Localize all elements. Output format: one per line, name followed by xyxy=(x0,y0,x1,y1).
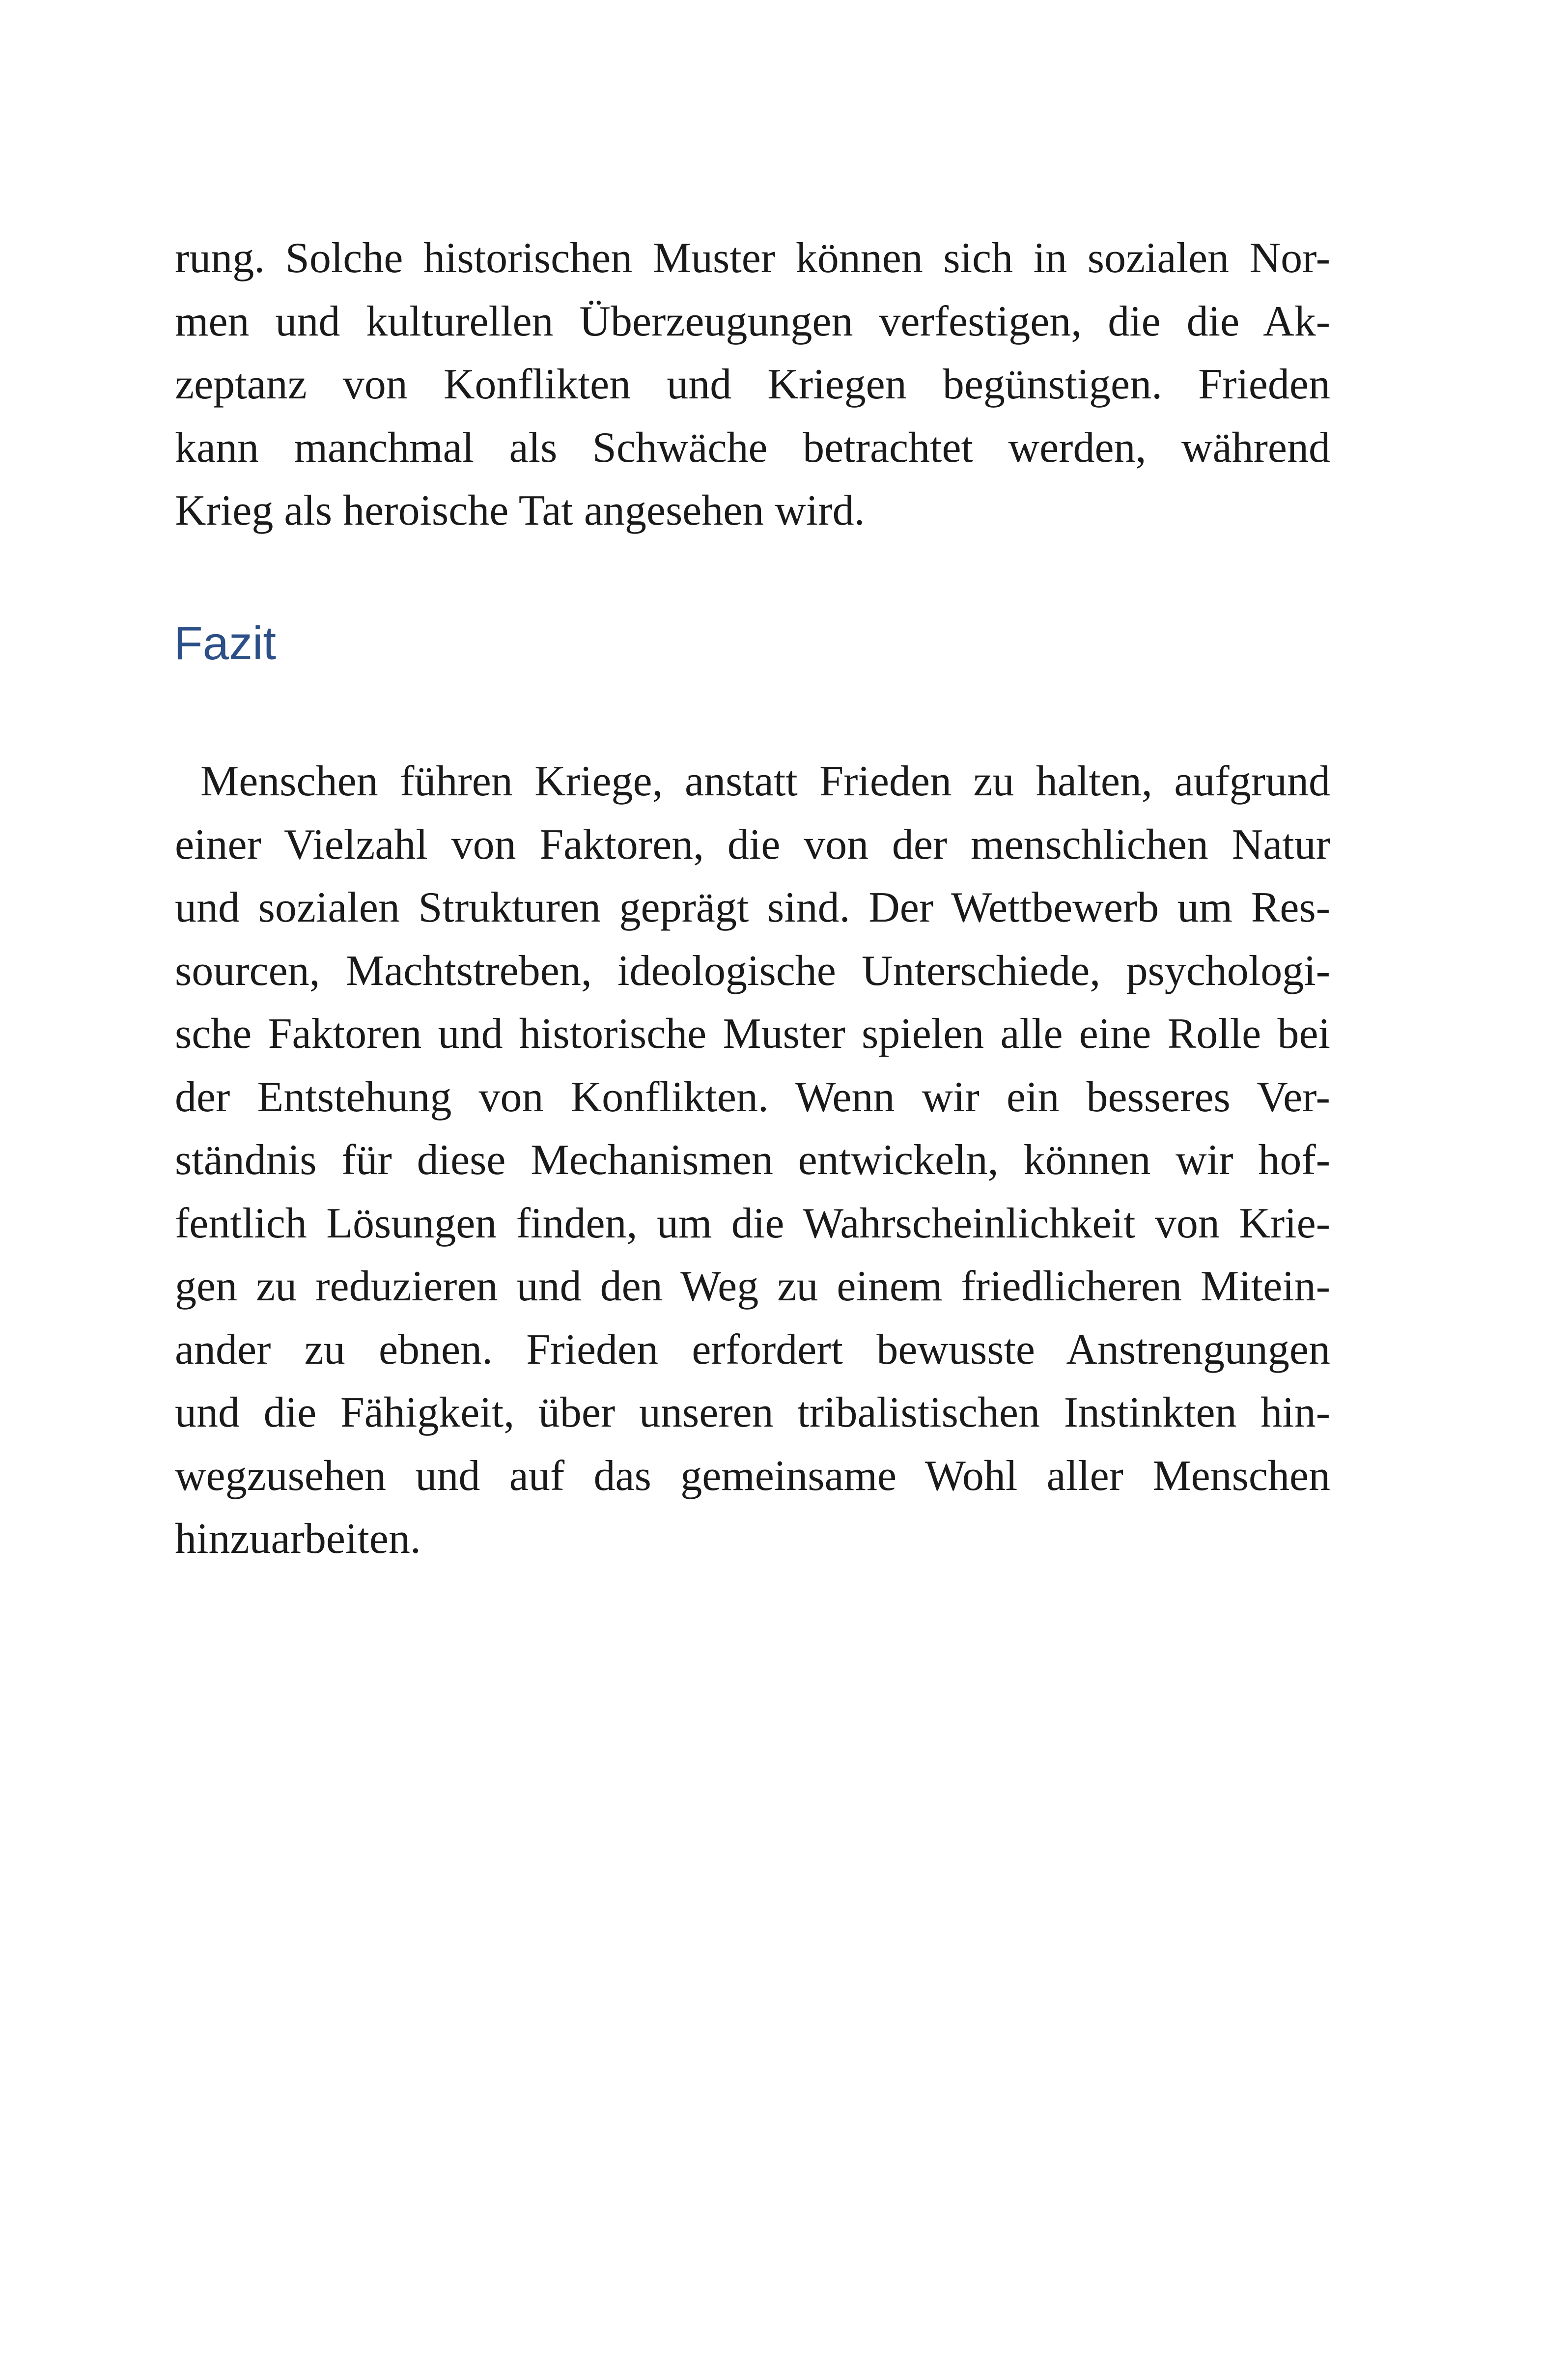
text-line: ander zu ebnen. Frieden erfordert bewusste Anstrengungen xyxy=(175,1325,1330,1374)
text-line: der Entstehung von Konflikten. Wenn wir ein besseres Ver- xyxy=(175,1073,1330,1121)
text-line: zeptanz von Konflikten und Kriegen begünstigen. Frieden xyxy=(175,361,1330,408)
text-line: Krieg als heroische Tat angesehen wird. xyxy=(175,487,865,534)
text-line: sche Faktoren und historische Muster spielen alle eine Rolle bei xyxy=(175,1010,1330,1058)
section-heading: Fazit xyxy=(174,617,277,670)
text-line: hinzuarbeiten. xyxy=(175,1515,421,1563)
text-line: men und kulturellen Überzeugungen verfestigen, die die Ak- xyxy=(175,297,1330,345)
text-line: wegzusehen und auf das gemeinsame Wohl aller Menschen xyxy=(175,1452,1330,1500)
text-line: kann manchmal als Schwäche betrachtet werden, während xyxy=(175,423,1330,472)
text-line: rung. Solche historischen Muster können sich in sozialen Nor- xyxy=(175,234,1330,282)
paragraph-continuation xyxy=(175,227,1330,543)
text-line: fentlich Lösungen finden, um die Wahrscheinlichkeit von Krie- xyxy=(175,1199,1330,1247)
paragraph-conclusion xyxy=(175,750,1330,1571)
text-line: gen zu reduzieren und den Weg zu einem friedlicheren Mitein- xyxy=(175,1263,1330,1310)
text-line: und die Fähigkeit, über unseren tribalistischen Instinkten hin- xyxy=(175,1389,1330,1436)
text-line: und sozialen Strukturen geprägt sind. Der Wettbewerb um Res- xyxy=(175,884,1330,931)
text-line: ständnis für diese Mechanismen entwickeln, können wir hof- xyxy=(175,1136,1330,1184)
text-line: sourcen, Machtstreben, ideologische Unterschiede, psychologi- xyxy=(175,947,1330,995)
text-line-content: Menschen führen Kriege, anstatt Frieden zu halten, aufgrund xyxy=(200,758,1330,805)
text-line xyxy=(175,750,1330,814)
text-line: einer Vielzahl von Faktoren, die von der menschlichen Natur xyxy=(175,820,1330,869)
